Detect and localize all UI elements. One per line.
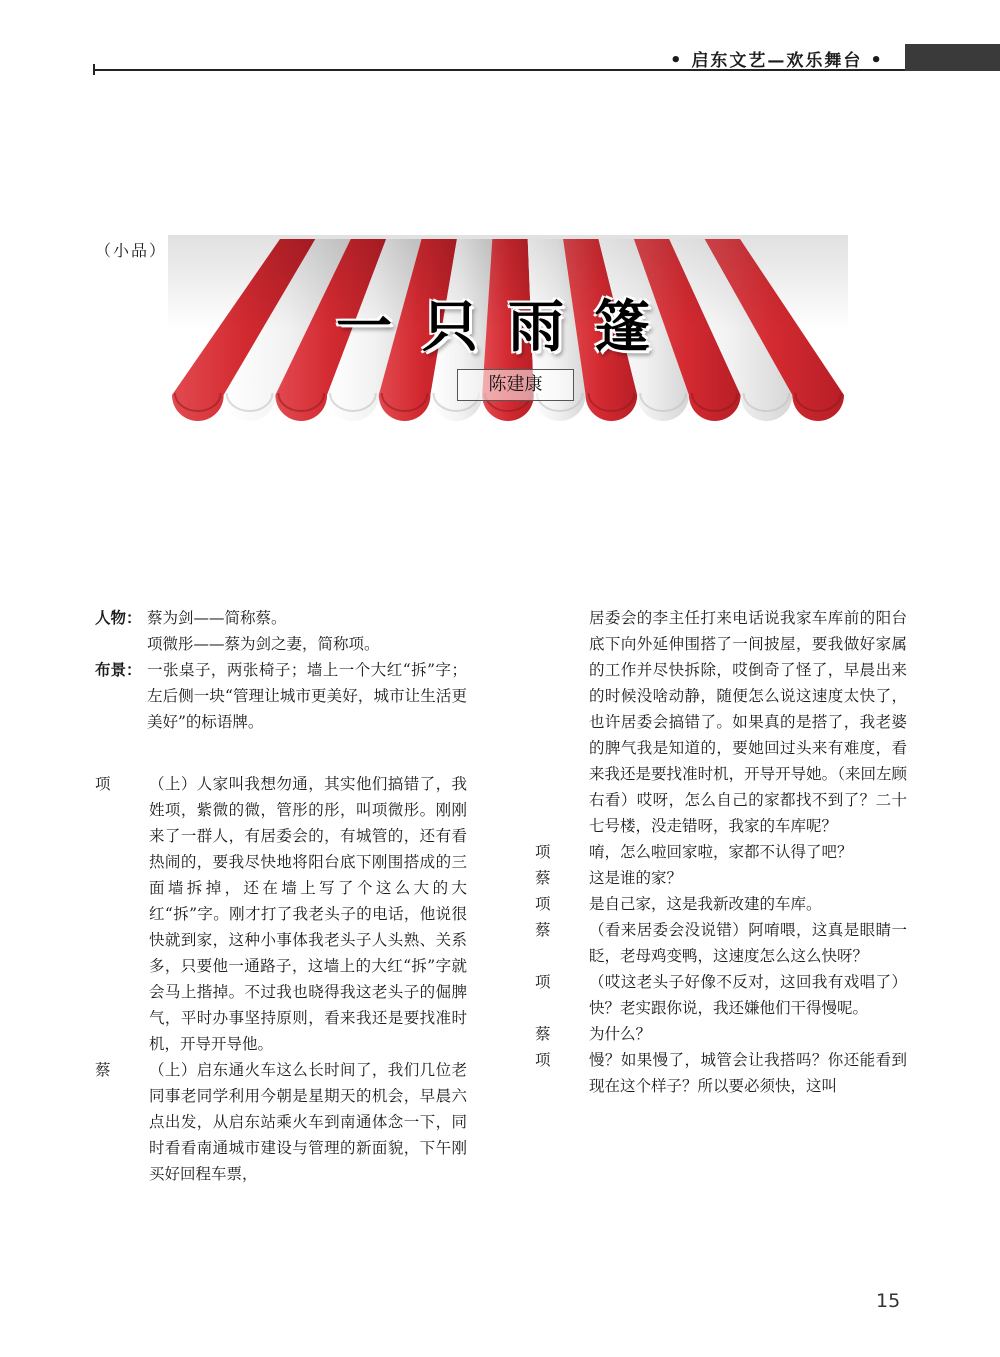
header-title: 启东文艺—欢乐舞台 xyxy=(691,51,863,71)
dialogue-text: 慢？如果慢了，城管会让我搭吗？你还能看到现在这个样子？所以要必须快，这叫 xyxy=(589,1051,907,1095)
dialogue-line xyxy=(535,839,907,865)
dialogue-text: 是自己家，这是我新改建的车库。 xyxy=(589,895,822,913)
dialogue-text: 为什么？ xyxy=(589,1025,652,1043)
header-block xyxy=(905,44,1000,71)
dialogue-continuation xyxy=(535,605,907,839)
dialogue-text: （上）启东通火车这么长时间了，我们几位老同事老同学利用今朝是星期天的机会，早晨六点出发，从启东站乘火车到南通体念一下，同时看看南通城市建设与管理的新面貌，下午刚买好回程车票， xyxy=(149,1061,467,1183)
speaker: 项 xyxy=(95,775,111,793)
right-column xyxy=(535,605,907,1099)
characters-block xyxy=(95,605,467,657)
dialogue-line xyxy=(535,1021,907,1047)
character-entry: 蔡为剑——简称蔡。 xyxy=(147,609,287,627)
left-column xyxy=(95,605,467,1187)
speaker: 蔡 xyxy=(95,1061,111,1079)
dialogue-text: 唷，怎么啦回家啦，家都不认得了吧？ xyxy=(589,843,853,861)
genre-label: （小品） xyxy=(95,241,168,260)
dialogue-text: 这是谁的家？ xyxy=(589,869,683,887)
setting-block xyxy=(95,657,467,735)
characters-label: 人物： xyxy=(95,609,142,627)
dialogue-line xyxy=(535,891,907,917)
author-name: 陈建康 xyxy=(457,369,574,401)
page-number: 15 xyxy=(876,1290,901,1312)
dialogue-text: （上）人家叫我想勿通，其实他们搞错了，我姓项，紫微的微，管彤的彤，叫项微彤。刚刚来了一群人，有居委会的，有城管的，还有看热闹的，要我尽快地将阳台底下刚围搭成的三面墙拆掉，还在墙上写了个这么大的大红“拆”字。刚才打了我老头子的电话，他说很快就到家，这种小事体我老头子人头熟、关系多，只要他一通路子，这墙上的大红“拆”字就会马上揩掉。不过我也晓得我这老头子的倔脾气，平时办事坚持原则，看来我还是要找准时机，开导开导他。 xyxy=(149,775,467,1053)
speaker: 项 xyxy=(535,895,551,913)
setting-label: 布景： xyxy=(95,661,142,679)
header-dot-right: • xyxy=(870,50,884,71)
speaker: 项 xyxy=(535,1051,551,1069)
play-title: 一只雨篷 xyxy=(336,295,680,360)
dialogue-line xyxy=(535,865,907,891)
dialogue-line xyxy=(535,969,907,1021)
dialogue-line xyxy=(95,771,467,1057)
dialogue-text: 居委会的李主任打来电话说我家车库前的阳台底下向外延伸围搭了一间披屋，要我做好家属的工作并尽快拆除，哎倒奇了怪了，早晨出来的时候没啥动静，随便怎么说这速度太快了，也许居委会搞错了。如果真的是搭了，我老婆的脾气我是知道的，要她回过头来有难度，看来我还是要找准时机，开导开导她。（来回左顾右看）哎呀，怎么自己的家都找不到了？二十七号楼，没走错呀，我家的车库呢？ xyxy=(589,609,907,835)
speaker: 项 xyxy=(535,973,551,991)
dialogue-line xyxy=(535,1047,907,1099)
speaker: 蔡 xyxy=(535,869,551,887)
speaker: 蔡 xyxy=(535,1025,551,1043)
character-entry: 项微彤——蔡为剑之妻，简称项。 xyxy=(147,635,380,653)
dialogue-line xyxy=(535,917,907,969)
dialogue-line xyxy=(95,1057,467,1187)
running-header xyxy=(670,46,902,71)
setting-text: 一张桌子，两张椅子；墙上一个大红“拆”字；左后侧一块“管理让城市更美好，城市让生活更美好”的标语牌。 xyxy=(147,661,467,731)
speaker: 蔡 xyxy=(535,921,551,939)
dialogue-text: （哎这老头子好像不反对，这回我有戏唱了）快？老实跟你说，我还嫌他们干得慢呢。 xyxy=(589,973,907,1017)
dialogue-text: （看来居委会没说错）阿唷喂，这真是眼睛一眨，老母鸡变鸭，这速度怎么这么快呀？ xyxy=(589,921,907,965)
speaker: 项 xyxy=(535,843,551,861)
header-rule-tick xyxy=(93,64,95,75)
header-dot-left: • xyxy=(670,50,684,71)
